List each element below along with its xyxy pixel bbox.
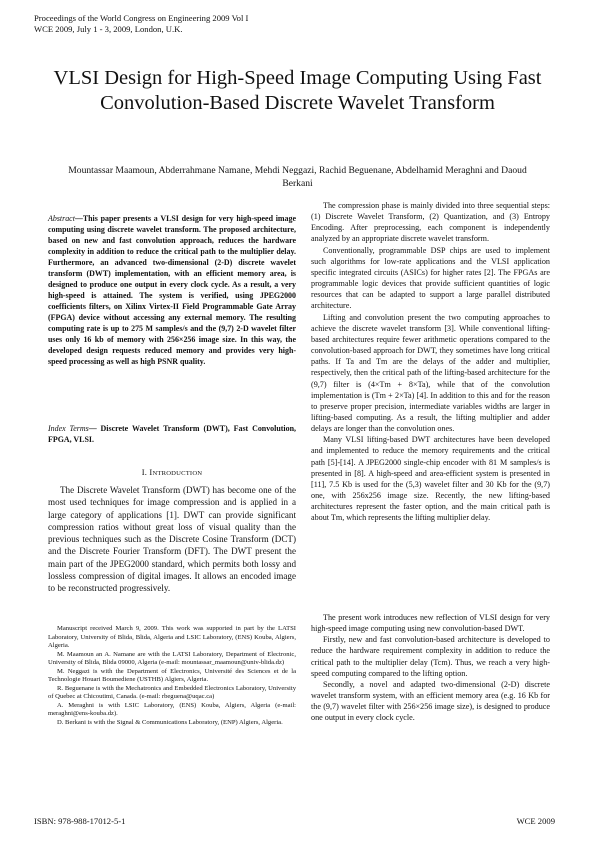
- section-heading-introduction: [48, 467, 296, 477]
- footnotes: [48, 625, 296, 728]
- abstract-text: —This paper presents a VLSI design for very high-speed image computing using discrete wavelet transform. The proposed architecture, based on new and fast convolution approach, reduces the hardware complexity in addition to reduce the critical path to the multiplier delay. Furthermore, an advanced two-dimensional (2-D) discrete wavelet transform (DWT) implementation, with an efficient memory area, is designed to produce one output in every clock cycle. As a result, a very high-speed is attained. The system is verified, using JPEG2000 coefficients filters, on Xilinx Virtex-II Field Programmable Gate Array (FPGA) device without accessing any external memory. The resulting computing rate is up to 275 M samples/s and the (9,7) 2-D wavelet filter uses only 16 kb of memory with 256×256 image size. In this way, the developed design requests reduced memory and provides very high-speed processing as well as high PSNR quality.: [48, 214, 296, 366]
- index-terms: [48, 423, 296, 445]
- header-line-2: WCE 2009, July 1 - 3, 2009, London, U.K.: [34, 24, 183, 34]
- footnote: M. Maamoun an A. Namane are with the LATSI Laboratory, Department of Electronic, University of Blida, Blida 09000, Algeria (e-mail: mountassar_maamoun@univ-blida.dz): [48, 650, 296, 667]
- abstract-lead: Abstract: [48, 214, 75, 223]
- running-header: [34, 13, 248, 35]
- body-paragraph: The compression phase is mainly divided into three sequential steps: (1) Discrete Wavelet Transform, (2) Quantization, and (3) Entropy Encoding. After preprocessing, each component is independently analyzed by an appropriate discrete wavelet transform.: [311, 201, 550, 244]
- isbn-footer: ISBN: 978-988-17012-5-1: [34, 816, 126, 826]
- right-column-lower: [311, 612, 550, 724]
- index-terms-text: — Discrete Wavelet Transform (DWT), Fast Convolution, FPGA, VLSI.: [48, 424, 296, 444]
- intro-paragraph: The Discrete Wavelet Transform (DWT) has become one of the most used techniques for image compression and is applied in a large category of applications [1]. DWT can provide significant compression ratios without great loss of visual quality than the previous techniques such as the Discrete Cosine Transform (DCT) and the Discrete Fourier Transform (DFT). The DWT present the main part of the JPEG2000 standard, which permits both lossy and lossless compression of digital images. It allows an encoded image to be reconstructed progressively.: [48, 485, 296, 594]
- index-terms-lead: Index Terms: [48, 424, 89, 433]
- body-paragraph: Conventionally, programmable DSP chips are used to implement such algorithms for low-rate applications and the VLSI application specific integrated circuits (ASICs) for higher rates [2]. The FPGAs are programmable logic devices that provide sufficient quantities of logic resources that can be adapted to support a large parallel distributed architecture.: [311, 245, 550, 311]
- author-list: Mountassar Maamoun, Abderrahmane Namane, Mehdi Neggazi, Rachid Beguenane, Abdelhamid Meraghni and Daoud Berkani: [68, 165, 527, 189]
- section-title-rest: NTRODUCTION: [152, 470, 203, 477]
- body-paragraph: Lifting and convolution present the two computing approaches to achieve the discrete wavelet transform [3]. While conventional lifting-based architectures require fewer arithmetic operations compared to the convolution-based approach for DWT, they sometimes have long critical paths. If Ta and Tm are the delays of the adder and multiplier, respectively, then the critical path of the lifting-based architecture for the (9,7) filter is (4×Tm + 8×Ta), while that of the convolution implementation is (Tm + 2×Ta) [4]. In addition to this and for the reason to preserve proper precision, intermediate variables widths are larger in lifting-based computing. As a result, the lifting multiplier and adder delays are longer than the convolution ones.: [311, 312, 550, 434]
- body-paragraph: Secondly, a novel and adapted two-dimensional (2-D) discrete wavelet transform system, with an efficient memory area (e.g. 16 Kb for the (9,7) wavelet filter with 256×256 image size), is designed to produce one output in every clock cycle.: [311, 679, 550, 723]
- conference-footer: WCE 2009: [516, 816, 555, 826]
- paper-title: VLSI Design for High-Speed Image Computing Using Fast Convolution-Based Discrete Wavelet Transform: [53, 67, 542, 114]
- footnote: A. Meraghni is with LSIC Laboratory, (ENS) Kouba, Algiers, Algeria (e-mail: meraghni@ens-kouba.dz).: [48, 701, 296, 718]
- body-paragraph: Many VLSI lifting-based DWT architectures have been developed and implemented to reduce the memory requirements and the critical path [5]-[14]. A JPEG2000 single-chip encoder with 81 M samples/s is presented in [8]. A high-speed and area-efficient system is presented in [11], 7.5 Kb is used for the (5,3) wavelet filter and 30 Kb for the (9,7) one, with 256x256 image size. Recently, the new lifting-based architectures represent the faster option, and the main critical path is about Tm, which represents the lifting multiplier delay.: [311, 435, 550, 523]
- footnote: D. Berkani is with the Signal & Communications Laboratory, (ENP) Algiers, Algeria.: [57, 719, 283, 727]
- section-title-first-letter: I: [149, 467, 153, 477]
- section-number: I.: [141, 467, 148, 477]
- right-column-upper: [311, 200, 550, 524]
- header-line-1: Proceedings of the World Congress on Engineering 2009 Vol I: [34, 13, 249, 23]
- footnote: R. Beguenane is with the Mechatronics and Embedded Electronics Laboratory, University of Quebec at Chicoutimi, Canada. (e-mail: rbeguena@uqac.ca): [48, 684, 296, 701]
- footnote: M. Neggazi is with the Department of Electronics, Université des Sciences et de la Technologie Houari Boumediene (USTHB) Algiers, Algeria.: [48, 667, 296, 684]
- body-paragraph: Firstly, new and fast convolution-based architecture is developed to reduce the hardware requirement complexity in addition to reduce the critical path to the multiplier delay (Tcm). Thus, we reach a very high-speed computing compared to the lifting option.: [311, 635, 550, 678]
- introduction-body: [48, 484, 296, 595]
- abstract: [48, 213, 296, 367]
- footnote: Manuscript received March 9, 2009. This work was supported in part by the LATSI Laboratory, University of Blida, Blida, Algeria and LSIC Laboratory, (ENS) Kouba, Algiers, Algeria.: [48, 625, 296, 650]
- body-paragraph: The present work introduces new reflection of VLSI design for very high-speed image computing using new convolution-based DWT.: [311, 613, 550, 634]
